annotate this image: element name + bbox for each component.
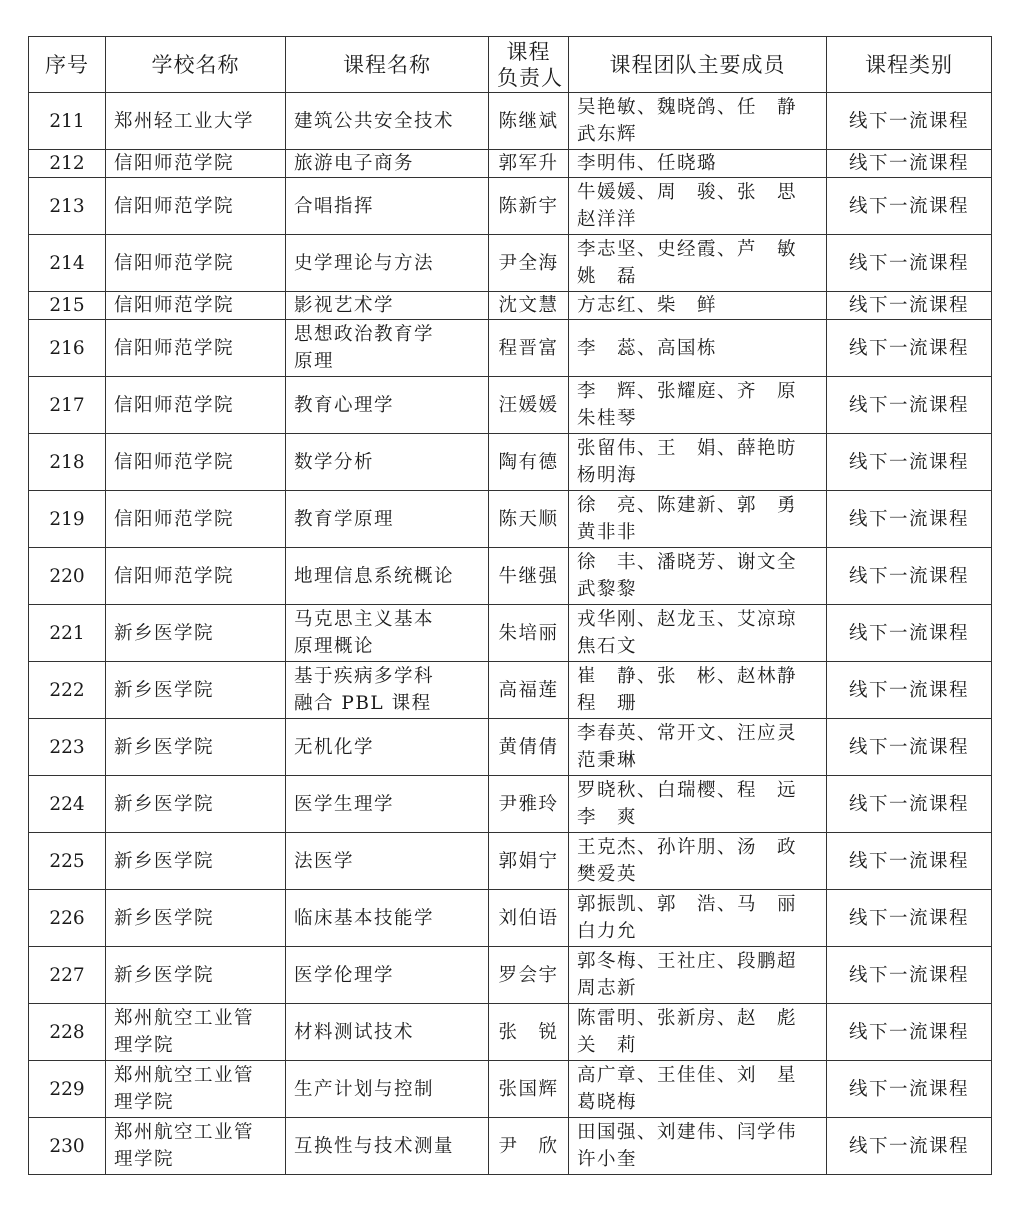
cell-type: 线下一流课程 (827, 605, 992, 662)
cell-school (106, 235, 286, 292)
cell-index: 222 (29, 662, 106, 719)
cell-course (286, 150, 489, 178)
cell-school-line: 信阳师范学院 (114, 337, 235, 359)
cell-team (569, 1061, 827, 1118)
cell-team-line: 武黎黎 (577, 579, 638, 600)
cell-course-line: 临床基本技能学 (294, 907, 435, 929)
cell-school (106, 548, 286, 605)
table-row (29, 662, 992, 719)
table-row (29, 235, 992, 292)
cell-lead: 陶有德 (489, 434, 569, 491)
cell-school-line: 新乡医学院 (114, 622, 215, 644)
table-row (29, 776, 992, 833)
cell-team-line: 黄非非 (577, 522, 638, 543)
cell-school (106, 320, 286, 377)
cell-lead: 高福莲 (489, 662, 569, 719)
cell-school (106, 1118, 286, 1175)
cell-index: 227 (29, 947, 106, 1004)
cell-course-line: 影视艺术学 (294, 295, 395, 316)
cell-type: 线下一流课程 (827, 150, 992, 178)
cell-type: 线下一流课程 (827, 1004, 992, 1061)
cell-team (569, 434, 827, 491)
cell-index: 217 (29, 377, 106, 434)
cell-type: 线下一流课程 (827, 292, 992, 320)
table-row (29, 719, 992, 776)
table-body (29, 93, 992, 1175)
cell-school-line: 理学院 (114, 1035, 175, 1056)
cell-school (106, 605, 286, 662)
cell-course-line: 融合 PBL 课程 (294, 693, 432, 714)
table-header-row (29, 37, 992, 93)
cell-team-line: 吴艳敏、魏晓鸽、任 静 (577, 97, 798, 118)
course-list-page (28, 36, 991, 1175)
table-row (29, 833, 992, 890)
cell-school-line: 信阳师范学院 (114, 295, 235, 316)
cell-course-line: 教育学原理 (294, 508, 395, 530)
cell-team (569, 776, 827, 833)
cell-team (569, 235, 827, 292)
cell-team-line: 李 爽 (577, 807, 638, 828)
cell-team-line: 李志坚、史经霞、芦 敏 (577, 239, 798, 260)
cell-course-line: 互换性与技术测量 (294, 1135, 455, 1157)
table-row (29, 292, 992, 320)
cell-school (106, 1004, 286, 1061)
cell-course (286, 833, 489, 890)
cell-team (569, 491, 827, 548)
cell-school (106, 776, 286, 833)
cell-team-line: 白力允 (577, 921, 638, 942)
cell-course-line: 医学生理学 (294, 793, 395, 815)
cell-team-line: 王克杰、孙许朋、汤 政 (577, 837, 798, 858)
header-lead-line: 课程 (506, 39, 551, 64)
table-row (29, 947, 992, 1004)
cell-course (286, 377, 489, 434)
cell-type: 线下一流课程 (827, 719, 992, 776)
cell-type: 线下一流课程 (827, 947, 992, 1004)
cell-index: 230 (29, 1118, 106, 1175)
cell-team-line: 罗晓秋、白瑞樱、程 远 (577, 780, 798, 801)
cell-team-line: 徐 亮、陈建新、郭 勇 (577, 495, 798, 516)
cell-type: 线下一流课程 (827, 548, 992, 605)
cell-team-line: 武东辉 (577, 124, 638, 145)
table-row (29, 491, 992, 548)
cell-course (286, 662, 489, 719)
cell-team-line: 徐 丰、潘晓芳、谢文全 (577, 552, 798, 573)
cell-course-line: 旅游电子商务 (294, 153, 415, 174)
table-row (29, 1061, 992, 1118)
cell-team (569, 150, 827, 178)
cell-course (286, 1118, 489, 1175)
cell-school (106, 1061, 286, 1118)
cell-lead: 牛继强 (489, 548, 569, 605)
cell-team (569, 662, 827, 719)
cell-index: 224 (29, 776, 106, 833)
cell-school (106, 833, 286, 890)
cell-lead: 尹全海 (489, 235, 569, 292)
cell-team-line: 方志红、柴 鲜 (577, 295, 718, 316)
cell-lead: 朱培丽 (489, 605, 569, 662)
cell-team-line: 李明伟、任晓璐 (577, 153, 718, 174)
cell-team-line: 高广章、王佳佳、刘 星 (577, 1065, 798, 1086)
cell-course-line: 原理 (294, 351, 335, 372)
cell-index: 212 (29, 150, 106, 178)
cell-course (286, 320, 489, 377)
cell-team (569, 178, 827, 235)
cell-school-line: 理学院 (114, 1092, 175, 1113)
table-row (29, 890, 992, 947)
cell-course (286, 776, 489, 833)
cell-school-line: 信阳师范学院 (114, 195, 235, 217)
cell-school (106, 434, 286, 491)
cell-index: 228 (29, 1004, 106, 1061)
cell-school-line: 郑州轻工业大学 (114, 110, 255, 132)
cell-school (106, 292, 286, 320)
cell-team (569, 292, 827, 320)
cell-team (569, 1118, 827, 1175)
cell-school (106, 491, 286, 548)
cell-team-line: 周志新 (577, 978, 638, 999)
cell-team-line: 樊爱英 (577, 864, 638, 885)
cell-type: 线下一流课程 (827, 776, 992, 833)
cell-team-line: 关 莉 (577, 1035, 638, 1056)
cell-course (286, 1004, 489, 1061)
cell-lead: 张国辉 (489, 1061, 569, 1118)
cell-lead: 张 锐 (489, 1004, 569, 1061)
cell-course (286, 93, 489, 150)
cell-index: 223 (29, 719, 106, 776)
cell-team-line: 葛晓梅 (577, 1092, 638, 1113)
cell-course-line: 史学理论与方法 (294, 252, 435, 274)
cell-school-line: 新乡医学院 (114, 850, 215, 872)
cell-course-line: 教育心理学 (294, 394, 395, 416)
cell-school (106, 719, 286, 776)
table-row (29, 93, 992, 150)
cell-type: 线下一流课程 (827, 1061, 992, 1118)
header-course: 课程名称 (286, 37, 489, 93)
cell-course-line: 法医学 (294, 850, 355, 872)
cell-index: 220 (29, 548, 106, 605)
cell-school (106, 150, 286, 178)
cell-type: 线下一流课程 (827, 377, 992, 434)
cell-index: 221 (29, 605, 106, 662)
cell-lead: 刘伯语 (489, 890, 569, 947)
cell-type: 线下一流课程 (827, 491, 992, 548)
cell-team-line: 焦石文 (577, 636, 638, 657)
cell-course-line: 建筑公共安全技术 (294, 110, 455, 132)
cell-school (106, 93, 286, 150)
cell-lead: 程晋富 (489, 320, 569, 377)
cell-course (286, 890, 489, 947)
header-lead-line: 负责人 (497, 65, 563, 90)
cell-school-line: 郑州航空工业管 (114, 1065, 255, 1086)
cell-lead: 尹雅玲 (489, 776, 569, 833)
cell-school-line: 新乡医学院 (114, 907, 215, 929)
header-type: 课程类别 (827, 37, 992, 93)
cell-team-line: 程 珊 (577, 693, 638, 714)
cell-school-line: 信阳师范学院 (114, 252, 235, 274)
table-row (29, 1004, 992, 1061)
cell-team-line: 朱桂琴 (577, 408, 638, 429)
table-row (29, 150, 992, 178)
header-lead (489, 37, 569, 93)
table-row (29, 1118, 992, 1175)
cell-type: 线下一流课程 (827, 890, 992, 947)
table-row (29, 377, 992, 434)
cell-index: 225 (29, 833, 106, 890)
table-row (29, 548, 992, 605)
cell-type: 线下一流课程 (827, 320, 992, 377)
cell-lead: 郭军升 (489, 150, 569, 178)
cell-index: 218 (29, 434, 106, 491)
cell-team-line: 陈雷明、张新房、赵 彪 (577, 1008, 798, 1029)
cell-type: 线下一流课程 (827, 235, 992, 292)
table-row (29, 434, 992, 491)
cell-lead: 黄倩倩 (489, 719, 569, 776)
cell-team-line: 牛媛媛、周 骏、张 思 (577, 182, 798, 203)
cell-team-line: 许小奎 (577, 1149, 638, 1170)
cell-course (286, 719, 489, 776)
cell-team (569, 833, 827, 890)
cell-course (286, 235, 489, 292)
cell-type: 线下一流课程 (827, 93, 992, 150)
cell-course (286, 178, 489, 235)
cell-lead: 陈天顺 (489, 491, 569, 548)
cell-course (286, 491, 489, 548)
cell-school (106, 890, 286, 947)
cell-index: 214 (29, 235, 106, 292)
cell-team-line: 赵洋洋 (577, 209, 638, 230)
cell-type: 线下一流课程 (827, 1118, 992, 1175)
cell-team-line: 李春英、常开文、汪应灵 (577, 723, 798, 744)
cell-team-line: 李 辉、张耀庭、齐 原 (577, 381, 798, 402)
table-row (29, 605, 992, 662)
cell-team-line: 张留伟、王 娟、薛艳昉 (577, 438, 798, 459)
cell-lead: 郭娟宁 (489, 833, 569, 890)
cell-team-line: 戎华刚、赵龙玉、艾凉琼 (577, 609, 798, 630)
cell-index: 211 (29, 93, 106, 150)
cell-course (286, 1061, 489, 1118)
cell-team (569, 947, 827, 1004)
cell-course (286, 947, 489, 1004)
cell-course-line: 思想政治教育学 (294, 324, 435, 345)
cell-course-line: 无机化学 (294, 736, 375, 758)
cell-course-line: 材料测试技术 (294, 1021, 415, 1043)
cell-school-line: 信阳师范学院 (114, 451, 235, 473)
cell-index: 215 (29, 292, 106, 320)
cell-school-line: 信阳师范学院 (114, 394, 235, 416)
cell-school-line: 新乡医学院 (114, 736, 215, 758)
cell-lead: 汪媛媛 (489, 377, 569, 434)
cell-team-line: 杨明海 (577, 465, 638, 486)
cell-lead: 尹 欣 (489, 1118, 569, 1175)
header-school: 学校名称 (106, 37, 286, 93)
cell-type: 线下一流课程 (827, 178, 992, 235)
cell-team (569, 719, 827, 776)
cell-team (569, 548, 827, 605)
cell-school-line: 理学院 (114, 1149, 175, 1170)
cell-team (569, 320, 827, 377)
cell-school (106, 377, 286, 434)
cell-team-line: 姚 磊 (577, 266, 638, 287)
cell-course-line: 地理信息系统概论 (294, 565, 455, 587)
cell-course-line: 合唱指挥 (294, 195, 375, 217)
cell-team-line: 田国强、刘建伟、闫学伟 (577, 1122, 798, 1143)
cell-course (286, 292, 489, 320)
table-row (29, 178, 992, 235)
cell-course-line: 原理概论 (294, 636, 375, 657)
cell-type: 线下一流课程 (827, 662, 992, 719)
cell-team (569, 890, 827, 947)
cell-team-line: 崔 静、张 彬、赵林静 (577, 666, 798, 687)
cell-school (106, 662, 286, 719)
cell-team-line: 郭冬梅、王社庄、段鹏超 (577, 951, 798, 972)
cell-school-line: 新乡医学院 (114, 964, 215, 986)
cell-index: 229 (29, 1061, 106, 1118)
cell-course (286, 605, 489, 662)
cell-type: 线下一流课程 (827, 833, 992, 890)
table-row (29, 320, 992, 377)
cell-school-line: 新乡医学院 (114, 793, 215, 815)
cell-school (106, 947, 286, 1004)
header-team: 课程团队主要成员 (569, 37, 827, 93)
cell-school-line: 新乡医学院 (114, 679, 215, 701)
cell-school-line: 郑州航空工业管 (114, 1008, 255, 1029)
cell-team (569, 377, 827, 434)
course-table (28, 36, 992, 1175)
cell-index: 226 (29, 890, 106, 947)
cell-lead: 罗会宇 (489, 947, 569, 1004)
cell-course-line: 生产计划与控制 (294, 1078, 435, 1100)
cell-school-line: 郑州航空工业管 (114, 1122, 255, 1143)
cell-team (569, 605, 827, 662)
cell-team (569, 1004, 827, 1061)
cell-course-line: 医学伦理学 (294, 964, 395, 986)
cell-team-line: 郭振凯、郭 浩、马 丽 (577, 894, 798, 915)
cell-course-line: 马克思主义基本 (294, 609, 435, 630)
cell-school (106, 178, 286, 235)
cell-team-line: 范秉琳 (577, 750, 638, 771)
cell-school-line: 信阳师范学院 (114, 153, 235, 174)
cell-course (286, 434, 489, 491)
header-index: 序号 (29, 37, 106, 93)
cell-course-line: 数学分析 (294, 451, 375, 473)
cell-team (569, 93, 827, 150)
cell-school-line: 信阳师范学院 (114, 565, 235, 587)
cell-lead: 陈继斌 (489, 93, 569, 150)
cell-school-line: 信阳师范学院 (114, 508, 235, 530)
cell-course-line: 基于疾病多学科 (294, 666, 435, 687)
cell-lead: 沈文慧 (489, 292, 569, 320)
cell-lead: 陈新宇 (489, 178, 569, 235)
cell-index: 216 (29, 320, 106, 377)
cell-index: 213 (29, 178, 106, 235)
cell-course (286, 548, 489, 605)
cell-index: 219 (29, 491, 106, 548)
cell-type: 线下一流课程 (827, 434, 992, 491)
cell-team-line: 李 蕊、高国栋 (577, 337, 718, 359)
